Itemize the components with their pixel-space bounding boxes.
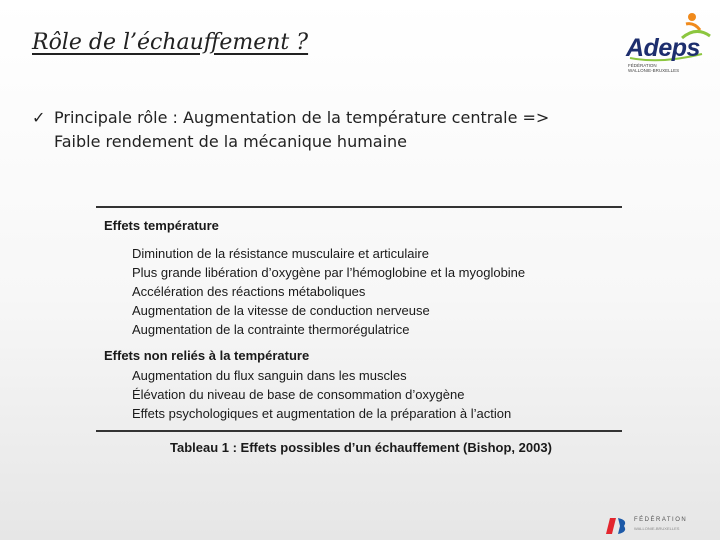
adeps-logo xyxy=(622,8,714,73)
bullet-point xyxy=(32,106,702,154)
table-item: Augmentation de la vitesse de conduction nerveuse xyxy=(132,303,430,318)
logo-word-end: s xyxy=(686,34,700,62)
federation-logo-text: FÉDÉRATION xyxy=(634,517,688,523)
table-item: Augmentation du flux sanguin dans les muscles xyxy=(132,368,407,383)
logo-subtitle: FÉDÉRATION WALLONIE-BRUXELLES xyxy=(628,63,680,73)
table-item: Élévation du niveau de base de consommation d’oxygène xyxy=(132,387,465,402)
table-item: Effets psychologiques et augmentation de la préparation à l’action xyxy=(132,406,512,421)
table-item: Plus grande libération d’oxygène par l’hémoglobine et la myoglobine xyxy=(132,265,526,280)
slide-title: Rôle de l’échauffement ? xyxy=(32,30,309,55)
bullet-line-2: Faible rendement de la mécanique humaine xyxy=(54,132,408,151)
table-item: Diminution de la résistance musculaire et articulaire xyxy=(132,246,429,261)
bullet-line-1: Principale rôle : Augmentation de la température centrale => xyxy=(54,108,550,127)
section-heading-non-temperature: Effets non reliés à la température xyxy=(104,348,310,363)
effects-table xyxy=(96,206,622,432)
federation-logo-subtext: WALLONIE-BRUXELLES xyxy=(634,526,680,531)
table-top-rule xyxy=(96,206,622,208)
table-item: Accélération des réactions métaboliques xyxy=(132,284,366,299)
logo-wordmark xyxy=(626,34,700,63)
table-caption: Tableau 1 : Effets possibles d’un échauffement (Bishop, 2003) xyxy=(170,440,552,455)
section-heading-temperature: Effets température xyxy=(104,218,219,233)
checkmark-icon: ✓ xyxy=(32,108,46,127)
table-bottom-rule xyxy=(96,430,622,432)
table-item: Augmentation de la contrainte thermorégulatrice xyxy=(132,322,410,337)
logo-word-main: Adep xyxy=(626,34,687,62)
federation-logo xyxy=(606,514,716,538)
federation-mark-icon xyxy=(606,514,628,538)
